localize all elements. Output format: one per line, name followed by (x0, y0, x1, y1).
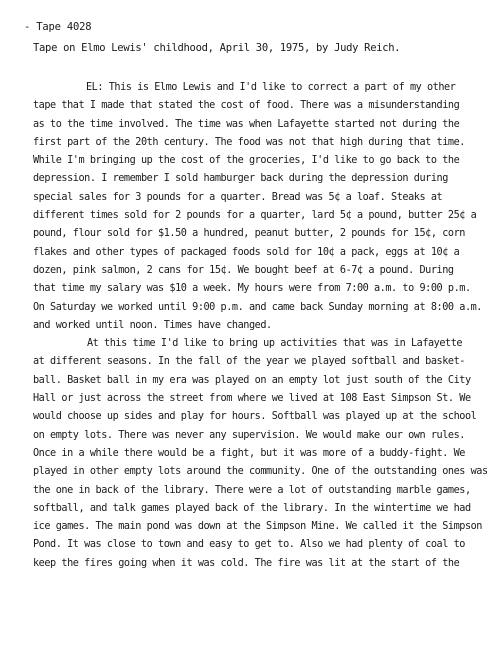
text-line: as to the time involved. The time was when Lafayette started not during the (33, 118, 460, 130)
text-line: that time my salary was $10 a week. My hours were from 7:00 a.m. to 9:00 p.m. (33, 283, 471, 295)
text-line: first part of the 20th century. The food was not that high during that time. (33, 136, 465, 148)
text-line: ice games. The main pond was down at the Simpson Mine. We called it the Simpson (33, 521, 482, 533)
text-line: EL: This is Elmo Lewis and I'd like to correct a part of my other (86, 82, 456, 93)
document-subtitle: Tape on Elmo Lewis' childhood, April 30, 1975, by Judy Reich. (33, 42, 401, 54)
text-line: keep the fires going when it was cold. The fire was lit at the start of the (33, 557, 460, 569)
text-line: ball. Basket ball in my era was played on an empty lot just south of the City (33, 374, 471, 386)
text-line: While I'm bringing up the cost of the groceries, I'd like to go back to the (33, 155, 460, 167)
text-line: Once in a while there would be a fight, but it was more of a buddy-fight. We (33, 447, 465, 459)
text-line: depression. I remember I sold hamburger back during the depression during (33, 173, 448, 185)
text-line: played in other empty lots around the community. One of the outstanding ones was (33, 466, 488, 478)
text-line: and worked until noon. Times have changed. (33, 319, 272, 331)
text-line: Hall or just across the street from where we lived at 108 East Simpson St. We (33, 393, 471, 405)
text-line: Pond. It was close to town and easy to get to. Also we had plenty of coal to (33, 539, 465, 551)
text-line: dozen, pink salmon, 2 cans for 15¢. We bought beef at 6-7¢ a pound. During (33, 264, 454, 276)
text-line: tape that I made that stated the cost of food. There was a misunderstanding (33, 100, 460, 112)
text-line: pound, flour sold for $1.50 a hundred, peanut butter, 2 pounds for 15¢, corn (33, 228, 465, 240)
text-line: flakes and other types of packaged foods sold for 10¢ a pack, eggs at 10¢ a (33, 246, 460, 258)
text-line: special sales for 3 pounds for a quarter. Bread was 5¢ a loaf. Steaks at (33, 191, 443, 203)
text-line: different times sold for 2 pounds for a quarter, lard 5¢ a pound, butter 25¢ a (33, 210, 477, 222)
text-line: at different seasons. In the fall of the year we played softball and basket- (33, 356, 465, 368)
transcript-body (33, 79, 495, 573)
text-line: softball, and talk games played back of the library. In the wintertime we had (33, 502, 471, 514)
text-line: on empty lots. There was never any supervision. We would make our own rules. (33, 429, 465, 441)
text-line: would choose up sides and play for hours. Softball was played up at the school (33, 411, 477, 423)
text-line: On Saturday we worked until 9:00 p.m. and came back Sunday morning at 8:00 a.m. (33, 301, 482, 313)
text-line: At this time I'd like to bring up activities that was in Lafayette (87, 338, 463, 350)
text-line: the one in back of the library. There were a lot of outstanding marble games, (33, 484, 471, 496)
tape-id: - Tape 4028 (24, 21, 92, 33)
